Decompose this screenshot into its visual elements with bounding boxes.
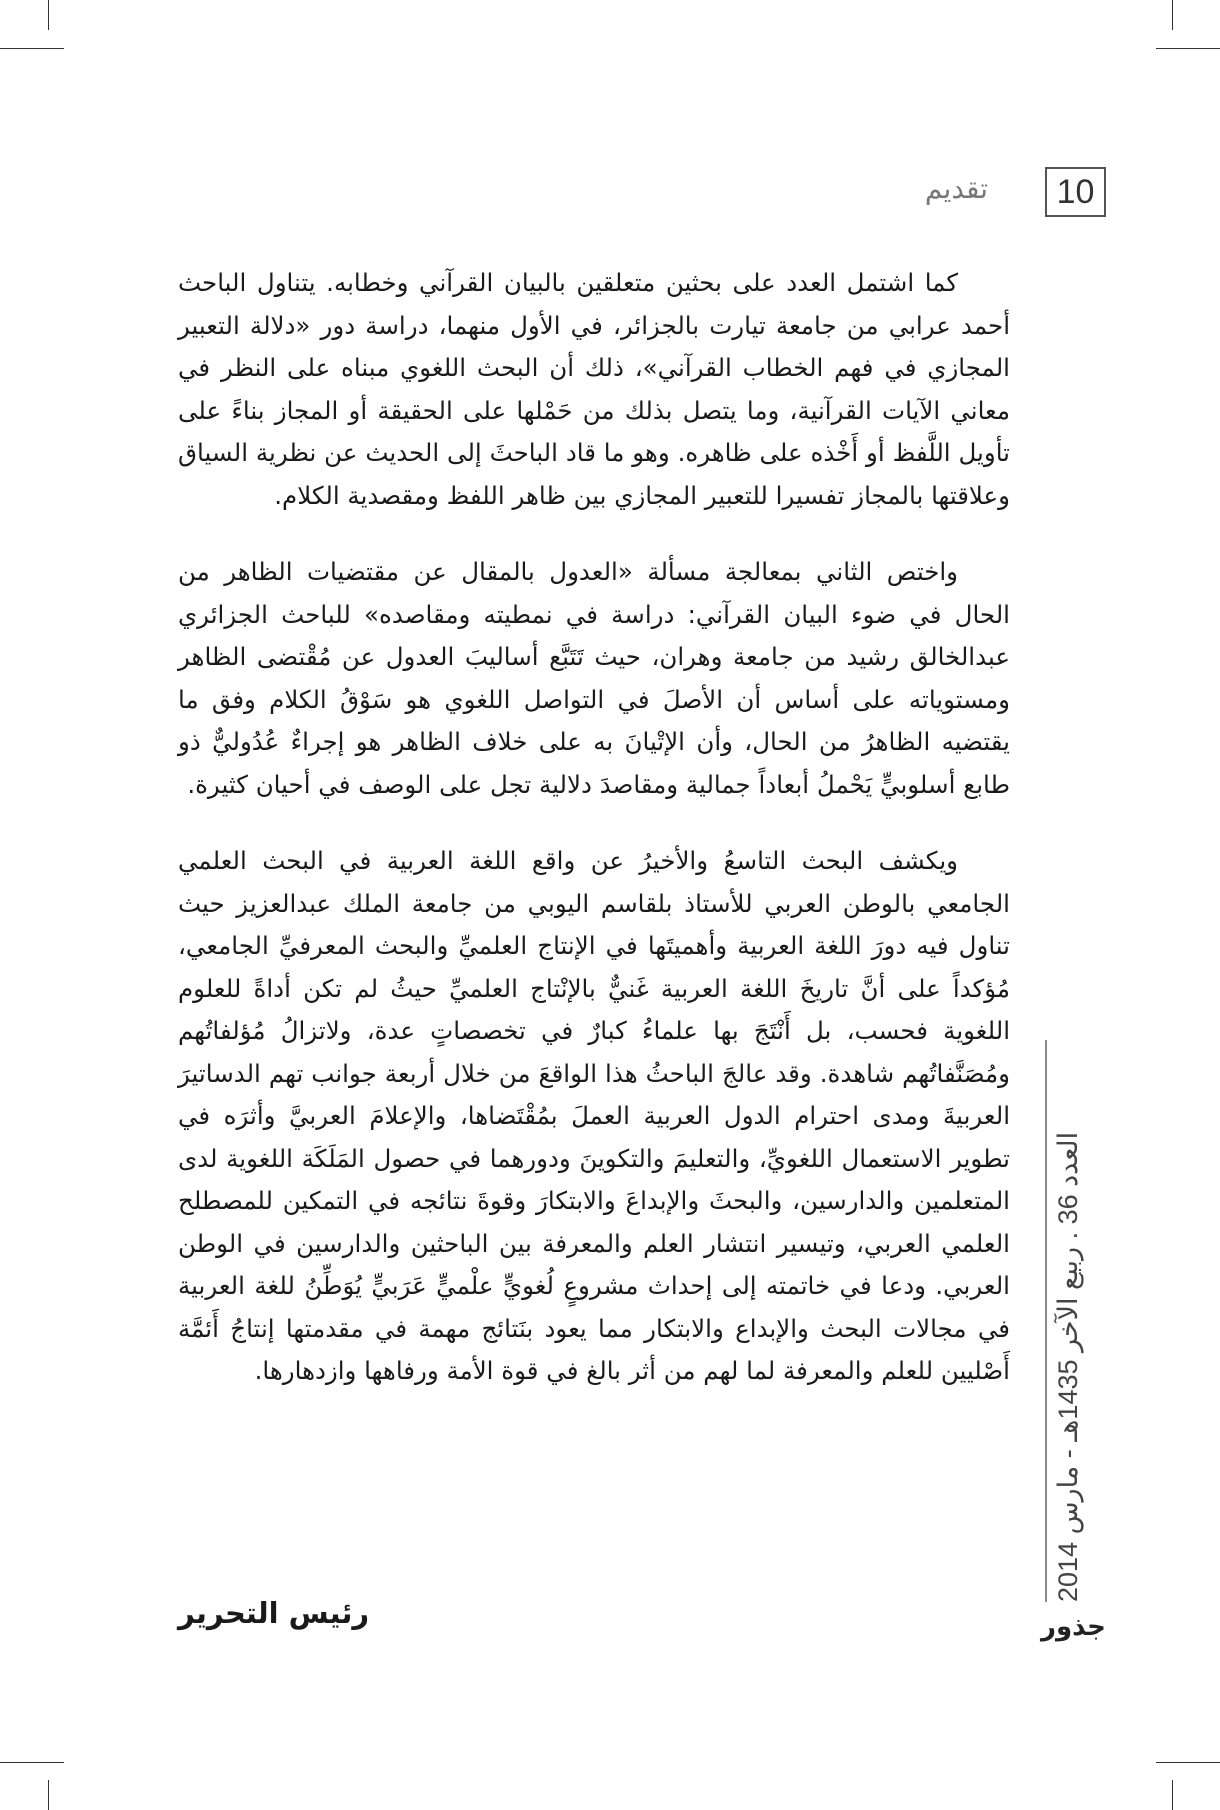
page-number: 10 <box>1045 167 1106 217</box>
crop-mark <box>0 48 64 49</box>
side-divider <box>1045 1040 1047 1602</box>
section-title: تقديم <box>924 172 988 205</box>
crop-mark <box>1172 1780 1173 1810</box>
crop-mark <box>1156 1762 1220 1763</box>
issue-info: العدد 36 . ربيع الآخر 1435هـ - مارس 2014 <box>1053 1131 1083 1602</box>
crop-mark <box>48 1780 49 1810</box>
paragraph: كما اشتمل العدد على بحثين متعلقين بالبيان القرآني وخطابه. يتناول الباحث أحمد عرابي من جامعة تيارت بالجزائر، في الأول منهما، دراسة دور «دلالة التعبير المجازي في فهم الخطاب القرآني»، ذلك أن البحث اللغوي مبناه على النظر في معاني الآيات القرآنية، وما يتصل بذلك من حَمْلها على الحقيقة أو المجاز بناءً على تأويل اللَّفظ أو أَخْذه على ظاهره. وهو ما قاد الباحثَ إلى الحديث عن نظرية السياق وعلاقتها بالمجاز تفسيرا للتعبير المجازي بين ظاهر اللفظ ومقصدية الكلام. <box>178 268 1010 510</box>
crop-mark <box>0 1762 64 1763</box>
paragraph: ويكشف البحث التاسعُ والأخيرُ عن واقع اللغة العربية في البحث العلمي الجامعي بالوطن العربي للأستاذ بلقاسم اليوبي من جامعة الملك عبدالعزيز حيث تناول فيه دورَ اللغة العربية وأهميتَها في الإنتاج العلميِّ والبحث المعرفيِّ الجامعي، مُؤكداً على أنَّ تاريخَ اللغة العربية غَنيٌّ بالإنْتاج العلميِّ حيثُ لم تكن أداةً للعلوم اللغوية فحسب، بل أَنْتَجَ بها علماءُ كبارٌ في تخصصاتٍ عدة، ولاتزالُ مُؤلفاتُهم ومُصَنَّفاتُهم شاهدة. وقد عالجَ الباحثُ هذا الواقعَ من خلال أربعة جوانب تهم الدساتيرَ العربيةَ ومدى احترام الدول العربية العملَ بمُقْتَضاها، والإعلامَ العربيَّ وأثرَه في تطوير الاستعمال اللغويِّ، والتعليمَ والتكوينَ ودورهما في حصول المَلَكَة اللغوية لدى المتعلمين والدارسين، والبحثَ والإبداعَ والابتكارَ وقوةَ نتائجه في التمكين للمصطلح العلمي العربي، وتيسير انتشار العلم والمعرفة بين الباحثين والدارسين في الوطن العربي. ودعا في خاتمته إلى إحداث مشروعٍ لُغويٍّ علْميٍّ عَرَبيٍّ يُوَطِّنُ للغة العربية في مجالات البحث والإبداع والابتكار مما يعود بنَتائج مهمة في مقدمتها إنتاجُ أَئمَّة أَصْليين للعلم والمعرفة لما لهم من أثر بالغ في قوة الأمة ورفاهها وازدهارها. <box>178 846 1010 1385</box>
signature: رئيس التحرير <box>178 1596 370 1630</box>
crop-mark <box>1156 48 1220 49</box>
journal-logo: جذور <box>1041 1612 1106 1642</box>
crop-mark <box>1172 0 1173 30</box>
article-body <box>178 262 1010 1427</box>
crop-mark <box>48 0 49 30</box>
paragraph: واختص الثاني بمعالجة مسألة «العدول بالمقال عن مقتضيات الظاهر من الحال في ضوء البيان القرآني: دراسة في نمطيته ومقاصده» للباحث الجزائري عبدالخالق رشيد من جامعة وهران، حيث تَتَبَّع أساليبَ العدول عن مُقْتضى الظاهر ومستوياته على أساس أن الأصلَ في التواصل اللغوي هو سَوْقُ الكلام وفق ما يقتضيه الظاهرُ من الحال، وأن الإتْيانَ به على خلاف الظاهر هو إجراءٌ عُدُوليٌّ ذو طابع أسلوبيٍّ يَحْملُ أبعاداً جمالية ومقاصدَ دلالية تجل على الوصف في أحيان كثيرة. <box>178 557 1010 799</box>
